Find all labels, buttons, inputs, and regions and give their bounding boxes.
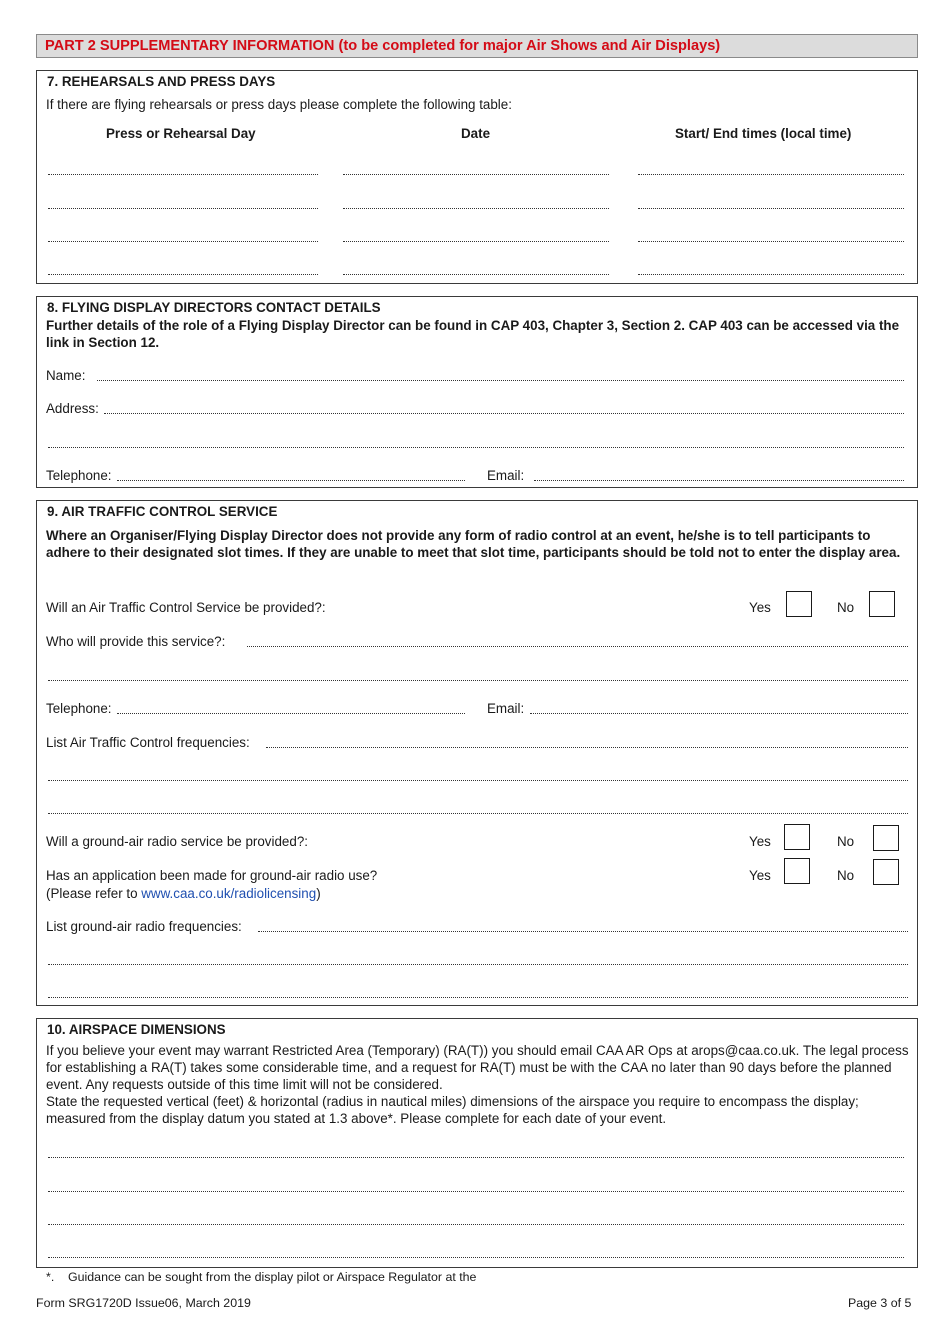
section-8-title: 8. FLYING DISPLAY DIRECTORS CONTACT DETAILS — [47, 300, 381, 315]
atc-yes-label: Yes — [749, 600, 771, 615]
footnote-marker: *. — [46, 1270, 55, 1284]
telephone-label: Telephone: — [46, 468, 112, 483]
name-field[interactable] — [97, 380, 904, 381]
atc-email-label: Email: — [487, 701, 525, 716]
rehearsal-date-field[interactable] — [343, 174, 609, 175]
section-7-intro: If there are flying rehearsals or press days please complete the following table: — [46, 97, 512, 112]
ground-air-question: Will a ground-air radio service be provided?: — [46, 834, 308, 849]
atc-yes-checkbox[interactable] — [786, 591, 812, 617]
section-9-note: Where an Organiser/Flying Display Director does not provide any form of radio control at an event, he/she is to tell participants to adhere to their designated slot times. If they are unable to meet that slot time, participants should be told not to enter the display area. — [46, 528, 901, 560]
airspace-field-4[interactable] — [48, 1257, 904, 1258]
part2-banner: PART 2 SUPPLEMENTARY INFORMATION (to be completed for major Air Shows and Air Displays) — [36, 34, 918, 58]
application-question: Has an application been made for ground-air radio use? — [46, 868, 378, 883]
atc-frequencies-label: List Air Traffic Control frequencies: — [46, 735, 250, 750]
refer-suffix: ) — [316, 886, 321, 901]
name-label: Name: — [46, 368, 86, 383]
atc-no-label: No — [837, 600, 855, 615]
atc-telephone-field[interactable] — [117, 713, 465, 714]
radio-licensing-link[interactable]: www.caa.co.uk/radiolicensing — [141, 886, 317, 901]
application-no-label: No — [837, 868, 855, 883]
telephone-field[interactable] — [117, 480, 465, 481]
column-header-times: Start/ End times (local time) — [675, 126, 852, 141]
application-yes-checkbox[interactable] — [784, 858, 810, 884]
rehearsal-date-field[interactable] — [343, 208, 609, 209]
atc-provider-field-2[interactable] — [48, 680, 908, 681]
rehearsal-date-field[interactable] — [343, 241, 609, 242]
section-9-title: 9. AIR TRAFFIC CONTROL SERVICE — [47, 504, 278, 519]
ground-air-frequencies-field-3[interactable] — [48, 997, 908, 998]
rehearsal-day-field[interactable] — [48, 174, 318, 175]
atc-service-question: Will an Air Traffic Control Service be provided?: — [46, 600, 326, 615]
section-10-title: 10. AIRSPACE DIMENSIONS — [47, 1022, 226, 1037]
ground-air-frequencies-field[interactable] — [258, 931, 908, 932]
email-field[interactable] — [534, 480, 904, 481]
section-10-body: If you believe your event may warrant Restricted Area (Temporary) (RA(T)) you should email CAA AR Ops at arops@caa.co.uk. The legal process for establishing a RA(T) takes some considerable time, and a request for RA(T) must be with the CAA no later than 90 days before the planned event. Any requests outside of this time limit will not be considered. — [46, 1043, 909, 1092]
address-field-2[interactable] — [48, 447, 904, 448]
section-7-title: 7. REHEARSALS AND PRESS DAYS — [47, 74, 276, 89]
rehearsal-day-field[interactable] — [48, 208, 318, 209]
refer-prefix: (Please refer to — [46, 886, 142, 901]
atc-email-field[interactable] — [530, 713, 908, 714]
airspace-field-1[interactable] — [48, 1157, 904, 1158]
ground-air-frequencies-label: List ground-air radio frequencies: — [46, 919, 242, 934]
ground-air-yes-checkbox[interactable] — [784, 824, 810, 850]
page-number: Page 3 of 5 — [848, 1296, 912, 1310]
section-10-instructions: State the requested vertical (feet) & horizontal (radius in nautical miles) dimensions of the airspace you require to encompass the display; measured from the display datum you stated at 1.3 above*. Please complete for each date of your event. — [46, 1094, 859, 1126]
rehearsal-times-field[interactable] — [638, 241, 904, 242]
footnote-text: Guidance can be sought from the display pilot or Airspace Regulator at the — [68, 1270, 477, 1284]
atc-frequencies-field-3[interactable] — [48, 813, 908, 814]
rehearsal-day-field[interactable] — [48, 274, 318, 275]
atc-telephone-label: Telephone: — [46, 701, 112, 716]
ground-air-no-checkbox[interactable] — [873, 825, 899, 851]
airspace-field-3[interactable] — [48, 1224, 904, 1225]
atc-provider-field[interactable] — [247, 646, 908, 647]
rehearsal-times-field[interactable] — [638, 174, 904, 175]
column-header-date: Date — [461, 126, 491, 141]
rehearsal-times-field[interactable] — [638, 274, 904, 275]
atc-frequencies-field[interactable] — [266, 747, 908, 748]
application-no-checkbox[interactable] — [873, 859, 899, 885]
atc-frequencies-field-2[interactable] — [48, 780, 908, 781]
email-label: Email: — [487, 468, 525, 483]
rehearsal-date-field[interactable] — [343, 274, 609, 275]
ground-air-frequencies-field-2[interactable] — [48, 964, 908, 965]
radio-licensing-reference — [46, 886, 321, 901]
ground-air-no-label: No — [837, 834, 855, 849]
rehearsal-day-field[interactable] — [48, 241, 318, 242]
airspace-field-2[interactable] — [48, 1191, 904, 1192]
column-header-day: Press or Rehearsal Day — [106, 126, 256, 141]
application-yes-label: Yes — [749, 868, 771, 883]
form-identifier: Form SRG1720D Issue06, March 2019 — [36, 1296, 251, 1310]
address-label: Address: — [46, 401, 99, 416]
rehearsal-times-field[interactable] — [638, 208, 904, 209]
section-8-note: Further details of the role of a Flying Display Director can be found in CAP 403, Chapter 3, Section 2. CAP 403 can be accessed via the link in Section 12. — [46, 318, 900, 350]
address-field[interactable] — [104, 413, 904, 414]
atc-provider-label: Who will provide this service?: — [46, 634, 226, 649]
atc-no-checkbox[interactable] — [869, 591, 895, 617]
ground-air-yes-label: Yes — [749, 834, 771, 849]
